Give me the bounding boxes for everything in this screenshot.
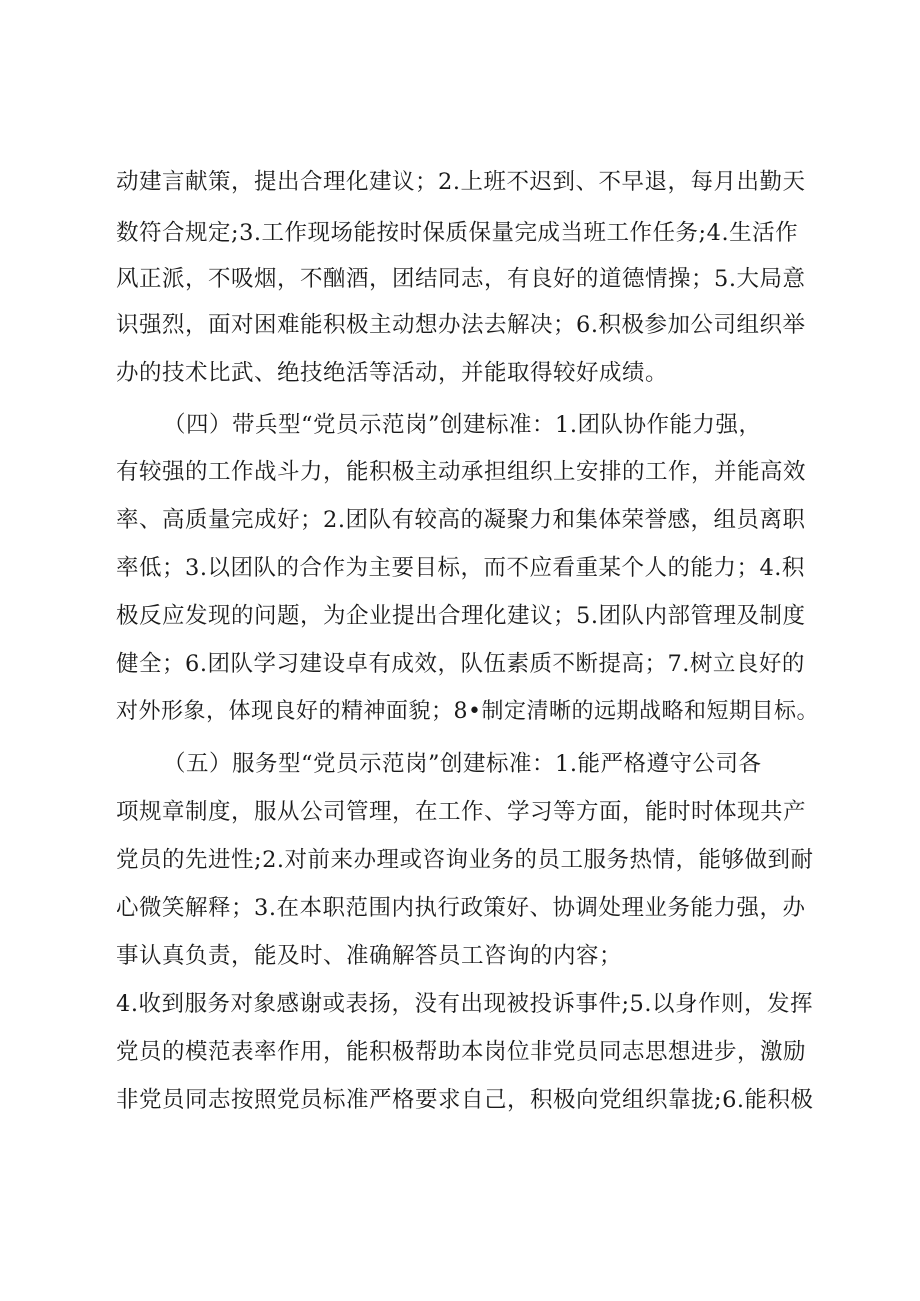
text-line: 对外形象，体现良好的精神面貌；8•制定清晰的远期战略和短期目标。 bbox=[116, 699, 819, 724]
text-line: 党员的模范表率作用，能积极帮助本岗位非党员同志思想进步，激励 bbox=[116, 1039, 807, 1065]
text-line: 项规章制度，服从公司管理，在工作、学习等方面，能时时体现共产 bbox=[116, 799, 807, 825]
text-line: 动建言献策，提出合理化建议；2.上班不迟到、不早退，每月出勤天 bbox=[116, 169, 806, 195]
text-line: 事认真负责，能及时、准确解答员工咨询的内容； bbox=[116, 943, 623, 969]
paragraph-start-line: （五）服务型“党员示范岗”创建标准：1.能严格遵守公司各 bbox=[163, 751, 762, 777]
text-line: 有较强的工作战斗力，能积极主动承担组织上安排的工作，并能高效 bbox=[116, 459, 807, 485]
text-line: 率、高质量完成好；2.团队有较高的凝聚力和集体荣誉感，组员离职 bbox=[116, 507, 806, 533]
text-line: 非党员同志按照党员标准严格要求自己，积极向党组织靠拢;6.能积极 bbox=[116, 1087, 814, 1113]
text-line: 办的技术比武、绝技绝活等活动，并能取得较好成绩。 bbox=[116, 360, 669, 386]
text-line: 4.收到服务对象感谢或表扬，没有出现被投诉事件;5.以身作则，发挥 bbox=[116, 991, 814, 1017]
paragraph-start-line: （四）带兵型“党员示范岗”创建标准：1.团队协作能力强， bbox=[163, 412, 762, 438]
text-line: 党员的先进性;2.对前来办理或咨询业务的员工服务热情，能够做到耐 bbox=[116, 847, 814, 873]
text-line: 健全；6.团队学习建设卓有成效，队伍素质不断提高；7.树立良好的 bbox=[116, 651, 805, 677]
text-line: 心微笑解释；3.在本职范围内执行政策好、协调处理业务能力强，办 bbox=[116, 895, 806, 921]
text-line: 数符合规定;3.工作现场能按时保质保量完成当班工作任务;4.生活作 bbox=[116, 220, 799, 246]
text-line: 率低；3.以团队的合作为主要目标，而不应看重某个人的能力；4.积 bbox=[116, 555, 805, 581]
text-line: 识强烈，面对困难能积极主动想办法去解决；6.积极参加公司组织举 bbox=[116, 312, 806, 338]
text-line: 极反应发现的问题，为企业提出合理化建议；5.团队内部管理及制度 bbox=[116, 603, 806, 629]
text-line: 风正派，不吸烟，不酗酒，团结同志，有良好的道德情操；5.大局意 bbox=[116, 266, 806, 292]
